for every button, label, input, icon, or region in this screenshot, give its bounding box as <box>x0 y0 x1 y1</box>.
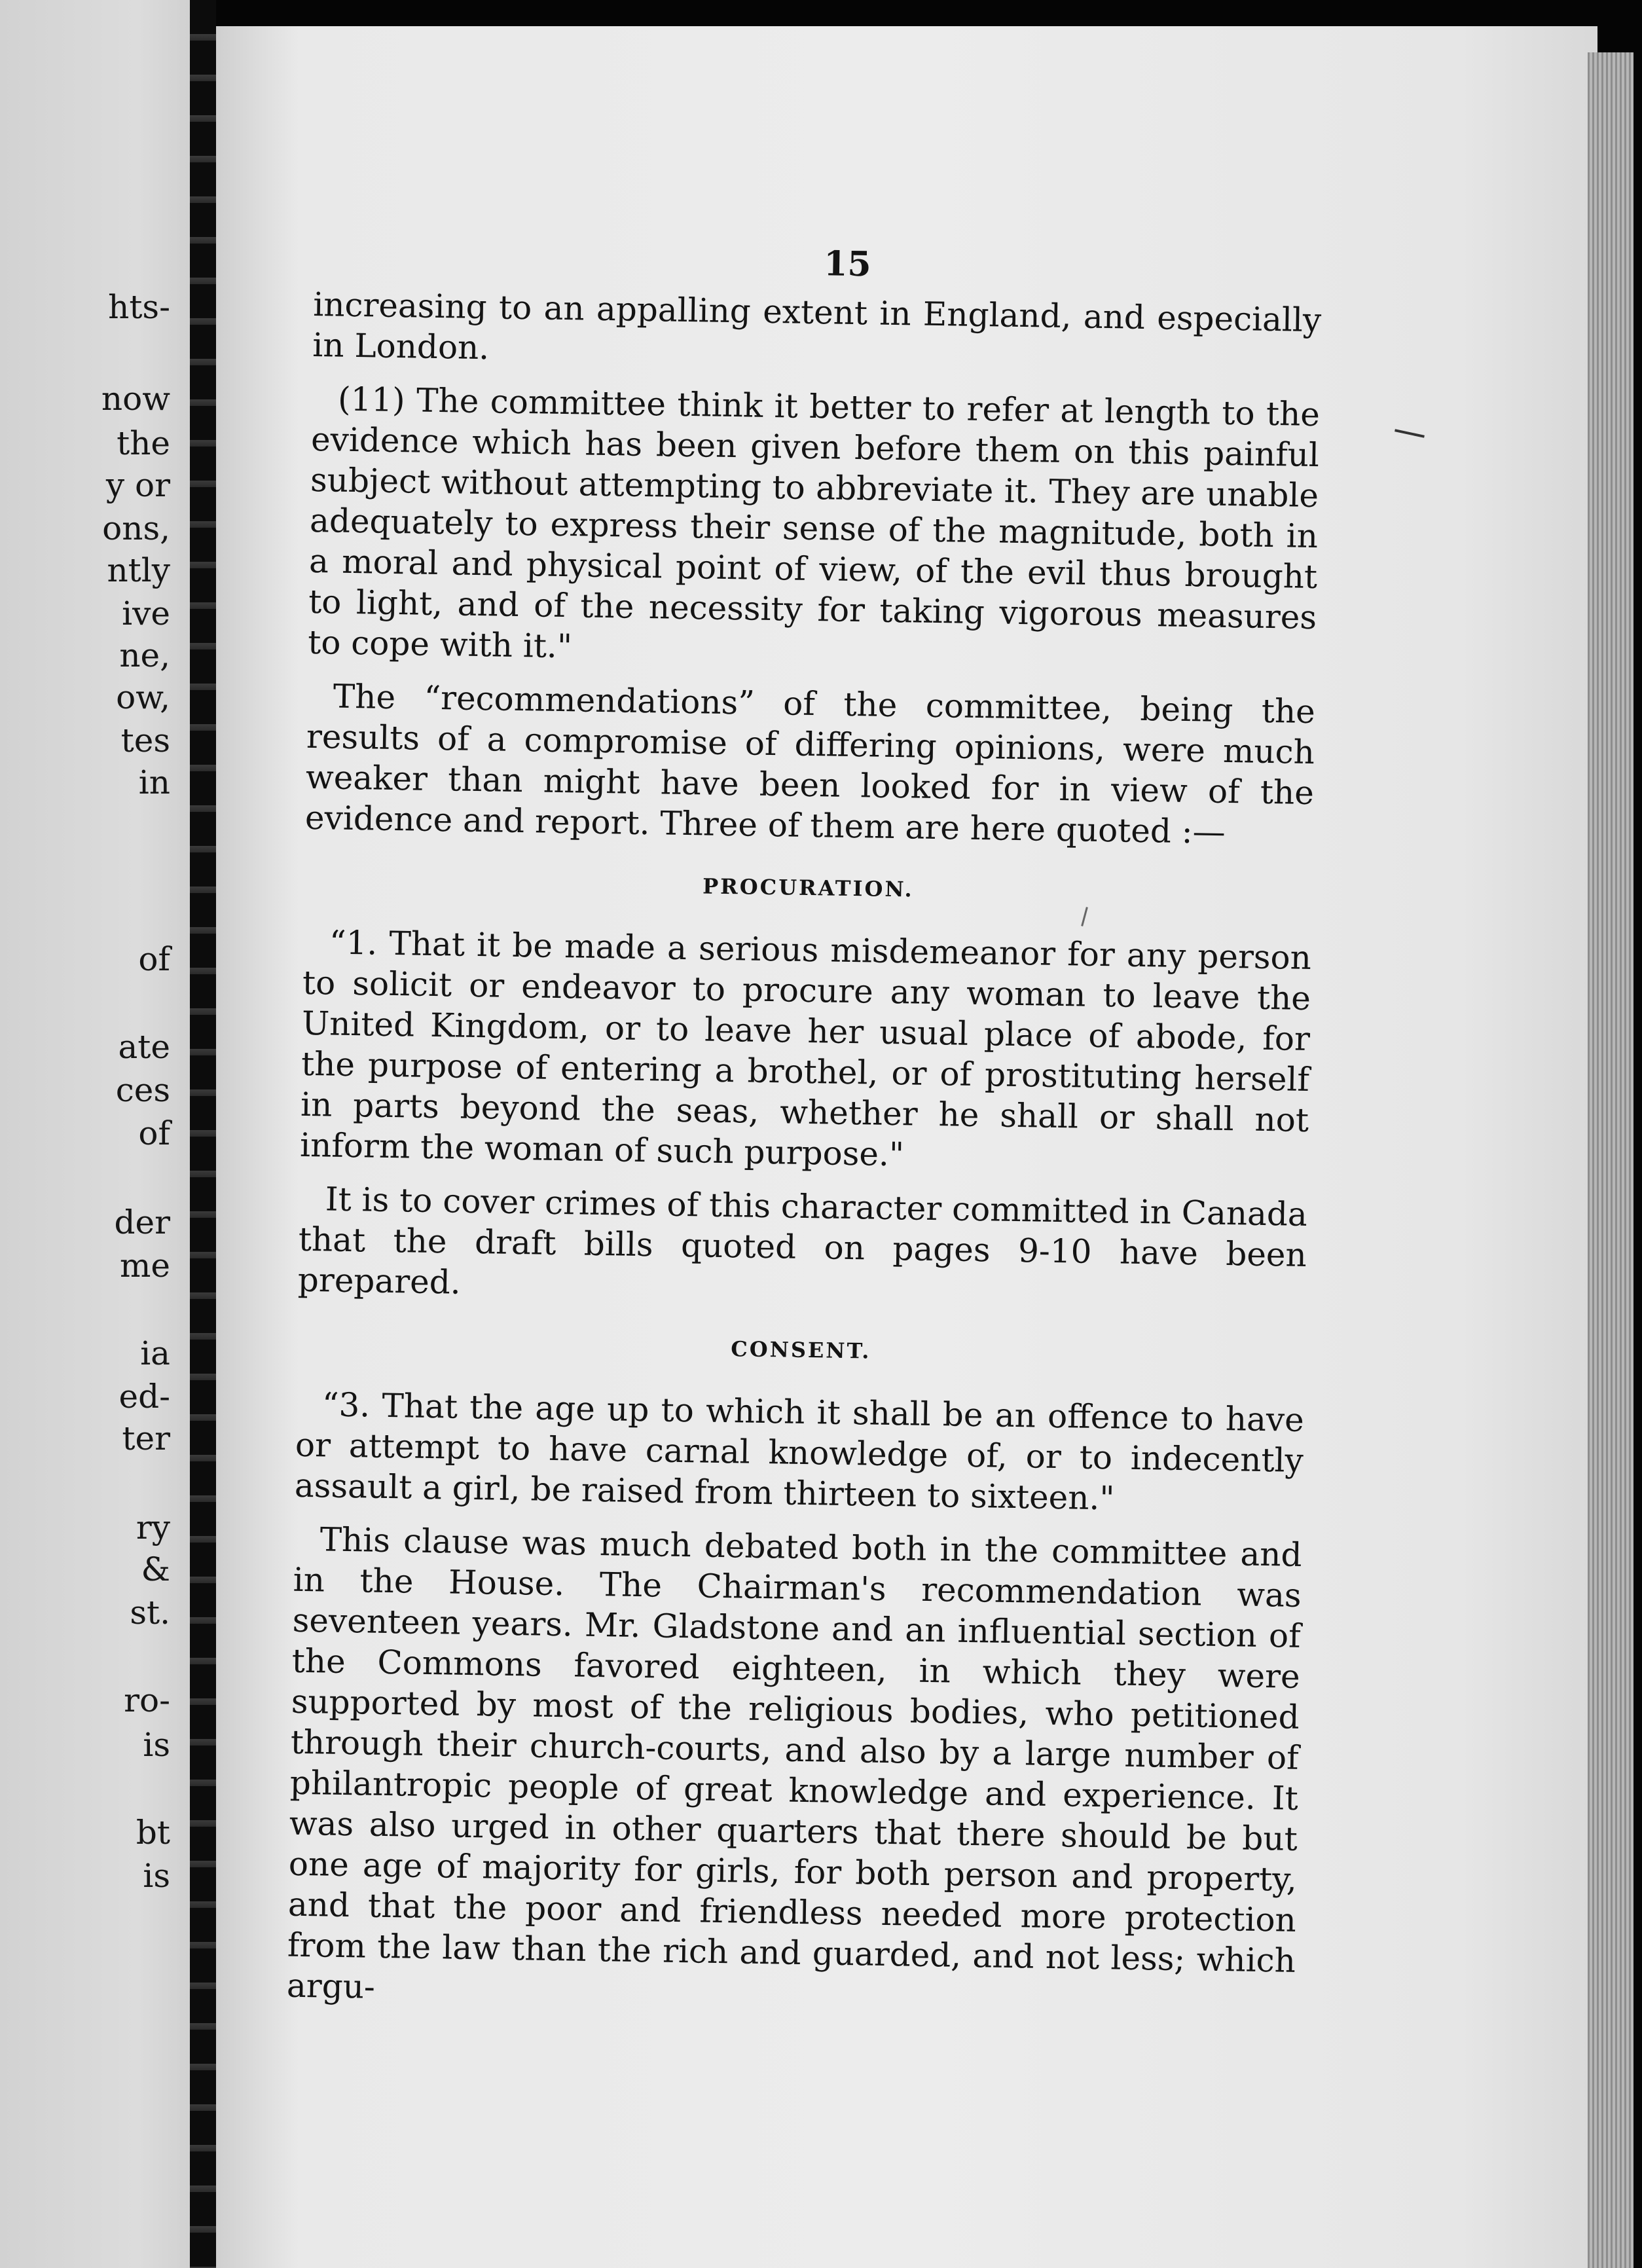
left-facing-page <box>0 0 196 2268</box>
book-gutter <box>190 0 216 2268</box>
left-page-fragment: now <box>101 380 170 418</box>
left-page-fragment: is <box>143 1726 170 1764</box>
paragraph-procuration-quote: “1. That it be made a serious misdemeanor for any person to solicit or endeavor to procure any woman to leave the United Kingdom, or to leave her usual place of abode, for the purpose of entering a brothel, or of prostituting herself in parts beyond the seas, whether he shall or shall not inform the woman of such purpose." <box>299 923 1312 1174</box>
left-page-fragment: of <box>138 1114 170 1152</box>
left-page-fragment: ow, <box>116 678 170 716</box>
paragraph-recommendations: The “recommendations” of the committee, being the results of a compromise of differing opinions, were much weaker than might have been looked for in view of the evidence and report. Three of them are here quoted :— <box>304 677 1316 851</box>
left-page-fragment: ntly <box>107 551 170 589</box>
left-page-fragment: ed- <box>119 1378 170 1416</box>
left-page-fragment: me <box>119 1247 170 1285</box>
left-page-fragment: the <box>117 424 170 462</box>
heading-procuration: PROCURATION. <box>702 873 915 902</box>
left-page-fragment: ive <box>122 594 170 632</box>
left-page-fragment: ry <box>136 1509 170 1546</box>
left-page-fragment: ate <box>118 1028 170 1066</box>
left-page-fragment: & <box>141 1550 170 1588</box>
paragraph-consent-quote: “3. That the age up to which it shall be an offence to have or attempt to have carnal knowledge of, or to indecently assault a girl, be raised from thirteen to sixteen." <box>294 1385 1305 1518</box>
paragraph-committee-evidence: (11) The committee think it better to refer at length to the evidence which has been given before them on this painful subject without attempting to abbreviate it. They are unable adequately to express their sense of the magnitude, both in a moral and physical point of view, of the evil thus brought to light, and of the necessity for taking vigorous measures to cope with it." <box>307 380 1321 666</box>
left-page-fragment: ia <box>140 1334 170 1372</box>
left-page-fragment: st. <box>130 1594 170 1632</box>
left-page-fragment: is <box>143 1857 170 1895</box>
left-page-fragment: tes <box>120 722 170 759</box>
heading-consent: CONSENT. <box>730 1336 871 1364</box>
left-page-fragment: ro- <box>124 1681 170 1719</box>
left-page-fragment: bt <box>136 1814 170 1852</box>
page-edge-stack <box>1588 52 1633 2268</box>
paragraph-continuation: increasing to an appalling extent in England, and especially in London. <box>312 285 1322 367</box>
left-page-fragment: of <box>138 940 170 978</box>
left-page-fragment: y or <box>105 466 170 504</box>
left-page-fragment: der <box>114 1203 170 1241</box>
page-number: 15 <box>823 244 872 285</box>
left-page-fragment: ne, <box>119 636 170 674</box>
page-content <box>286 236 1323 2035</box>
left-page-text-fragments <box>0 0 196 2268</box>
left-page-fragment: ter <box>122 1419 170 1457</box>
left-page-fragment: in <box>138 763 170 801</box>
left-page-fragment: hts- <box>108 288 170 326</box>
paragraph-clause-debate: This clause was much debated both in the committee and in the House. The Chairman's recommendation was seventeen years. Mr. Gladstone and an influential section of the Commons favored eighteen, in which they were supported by most of the religious bodies, who petitioned through their church-courts, and also by a large number of philantropic people of great knowledge and experience. It was also urged in other quarters that there should be but one age of majority for girls, for both person and property, and that the poor and friendless needed more protection from the law than the rich and guarded, and not less; which argu- <box>286 1520 1302 2006</box>
paragraph-canada-bills: It is to cover crimes of this character committed in Canada that the draft bills quoted on pages 9-10 have been prepared. <box>297 1180 1308 1302</box>
left-page-fragment: ces <box>115 1071 170 1109</box>
left-page-fragment: ons, <box>102 509 170 547</box>
